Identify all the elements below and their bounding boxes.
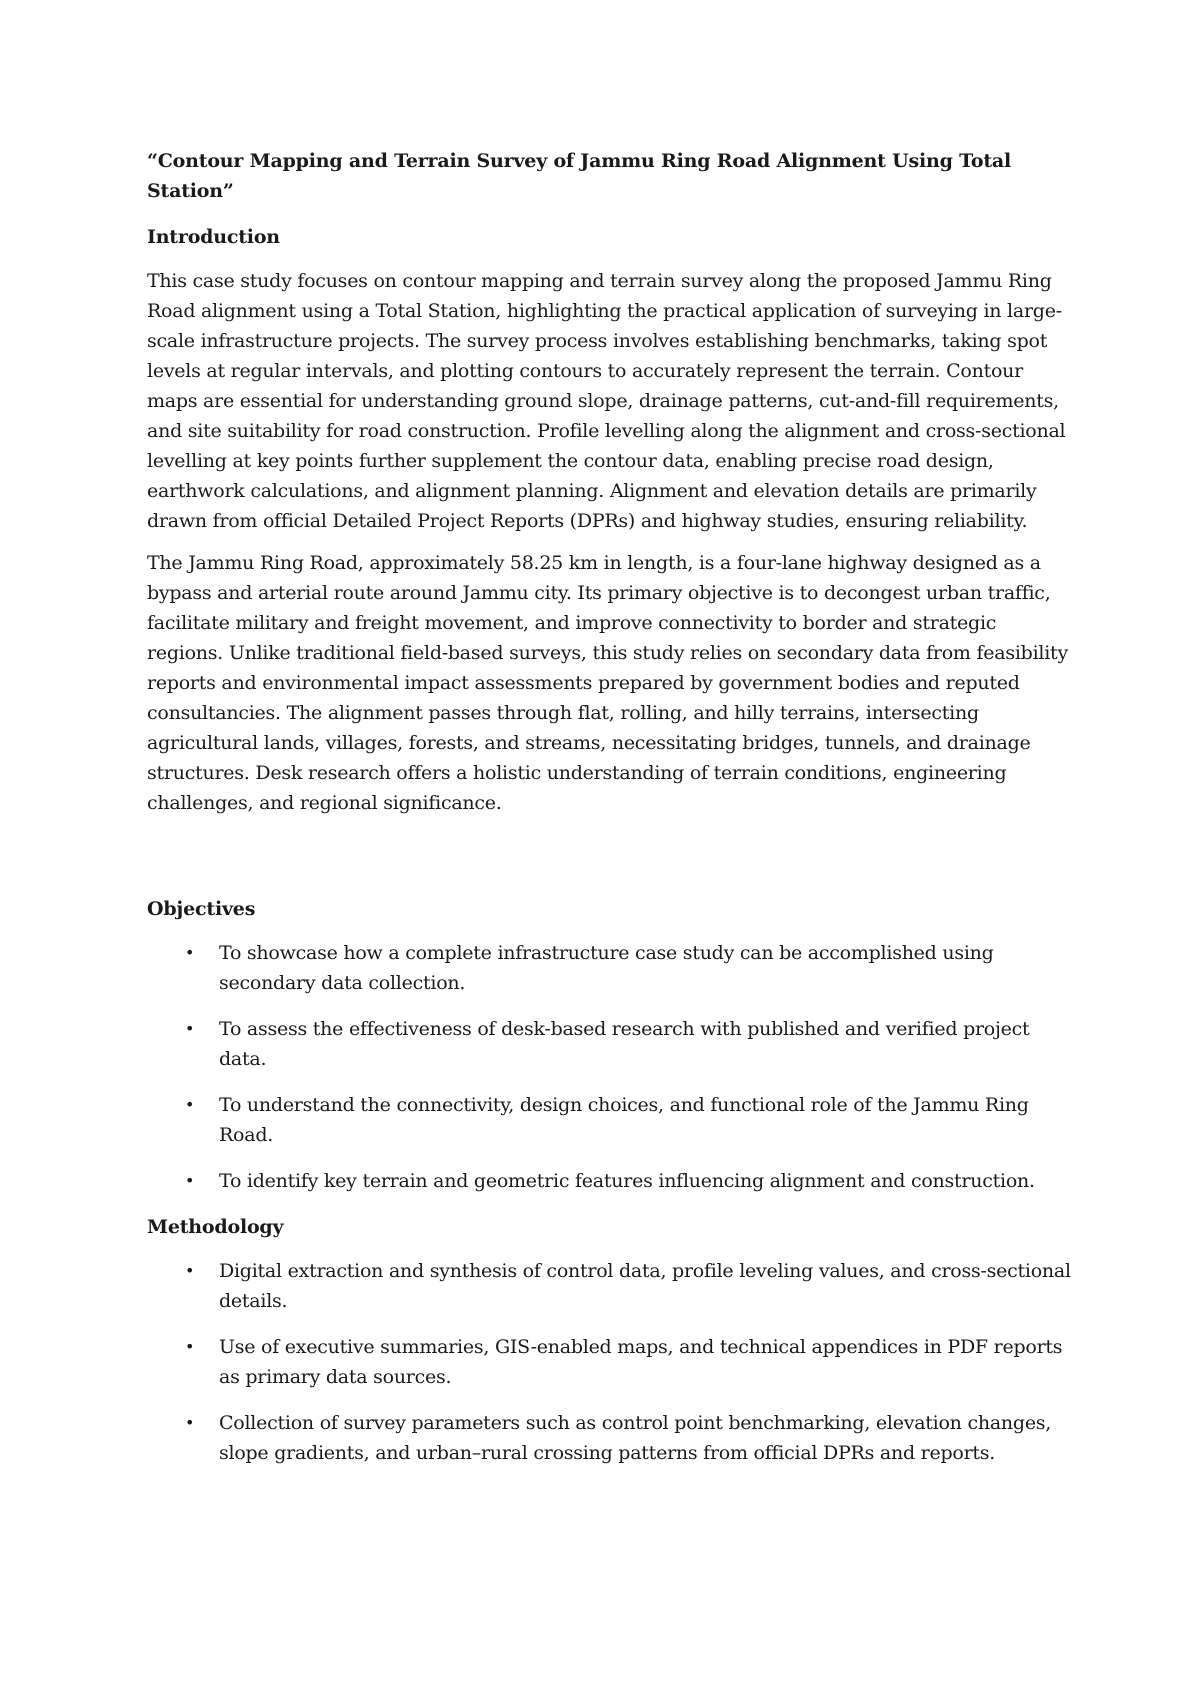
objective-text: To showcase how a complete infrastructure case study can be accomplished using secondary data collection. <box>219 942 994 994</box>
introduction-heading: Introduction <box>147 226 280 248</box>
introduction-paragraph-1: This case study focuses on contour mapping and terrain survey along the proposed Jammu Ring Road alignment using a Total Station, highlighting the practical application of surveying in large-scale infrastructure projects. The survey process involves establishing benchmarks, taking spot levels at regular intervals, and plotting contours to accurately represent the terrain. Contour maps are essential for understanding ground slope, drainage patterns, cut-and-fill requirements, and site suitability for road construction. Profile levelling along the alignment and cross-sectional levelling at key points further supplement the contour data, enabling precise road design, earthwork calculations, and alignment planning. Alignment and elevation details are primarily drawn from official Detailed Project Reports (DPRs) and highway studies, ensuring reliability. <box>147 270 1066 532</box>
list-item <box>147 1014 1072 1074</box>
list-item <box>147 1166 1072 1196</box>
methodology-text: Digital extraction and synthesis of control data, profile leveling values, and cross-sectional details. <box>219 1260 1071 1312</box>
methodology-list <box>147 1256 1072 1468</box>
document-page <box>147 146 1072 1484</box>
objectives-list <box>147 938 1072 1196</box>
list-item <box>147 1332 1072 1392</box>
introduction-paragraph-2: The Jammu Ring Road, approximately 58.25 km in length, is a four-lane highway designed as a bypass and arterial route around Jammu city. Its primary objective is to decongest urban traffic, facilitate military and freight movement, and improve connectivity to border and strategic regions. Unlike traditional field-based surveys, this study relies on secondary data from feasibility reports and environmental impact assessments prepared by government bodies and reputed consultancies. The alignment passes through flat, rolling, and hilly terrains, intersecting agricultural lands, villages, forests, and streams, necessitating bridges, tunnels, and drainage structures. Desk research offers a holistic understanding of terrain conditions, engineering challenges, and regional significance. <box>147 552 1068 814</box>
list-item <box>147 1408 1072 1468</box>
section-spacer <box>147 830 1072 894</box>
list-item <box>147 938 1072 998</box>
bullet-icon: • <box>185 1337 195 1356</box>
list-item <box>147 1090 1072 1150</box>
bullet-icon: • <box>185 1261 195 1280</box>
bullet-icon: • <box>185 1413 195 1432</box>
bullet-icon: • <box>185 1019 195 1038</box>
list-item <box>147 1256 1072 1316</box>
objective-text: To identify key terrain and geometric features influencing alignment and construction. <box>219 1170 1035 1192</box>
document-title: “Contour Mapping and Terrain Survey of Jammu Ring Road Alignment Using Total Station” <box>147 150 1012 202</box>
methodology-text: Collection of survey parameters such as control point benchmarking, elevation changes, slope gradients, and urban–rural crossing patterns from official DPRs and reports. <box>219 1412 1052 1464</box>
objective-text: To assess the effectiveness of desk-based research with published and verified project data. <box>219 1018 1030 1070</box>
objective-text: To understand the connectivity, design choices, and functional role of the Jammu Ring Road. <box>219 1094 1029 1146</box>
bullet-icon: • <box>185 1171 195 1190</box>
bullet-icon: • <box>185 943 195 962</box>
methodology-text: Use of executive summaries, GIS-enabled maps, and technical appendices in PDF reports as primary data sources. <box>219 1336 1063 1388</box>
objectives-heading: Objectives <box>147 898 256 920</box>
bullet-icon: • <box>185 1095 195 1114</box>
methodology-heading: Methodology <box>147 1216 284 1238</box>
